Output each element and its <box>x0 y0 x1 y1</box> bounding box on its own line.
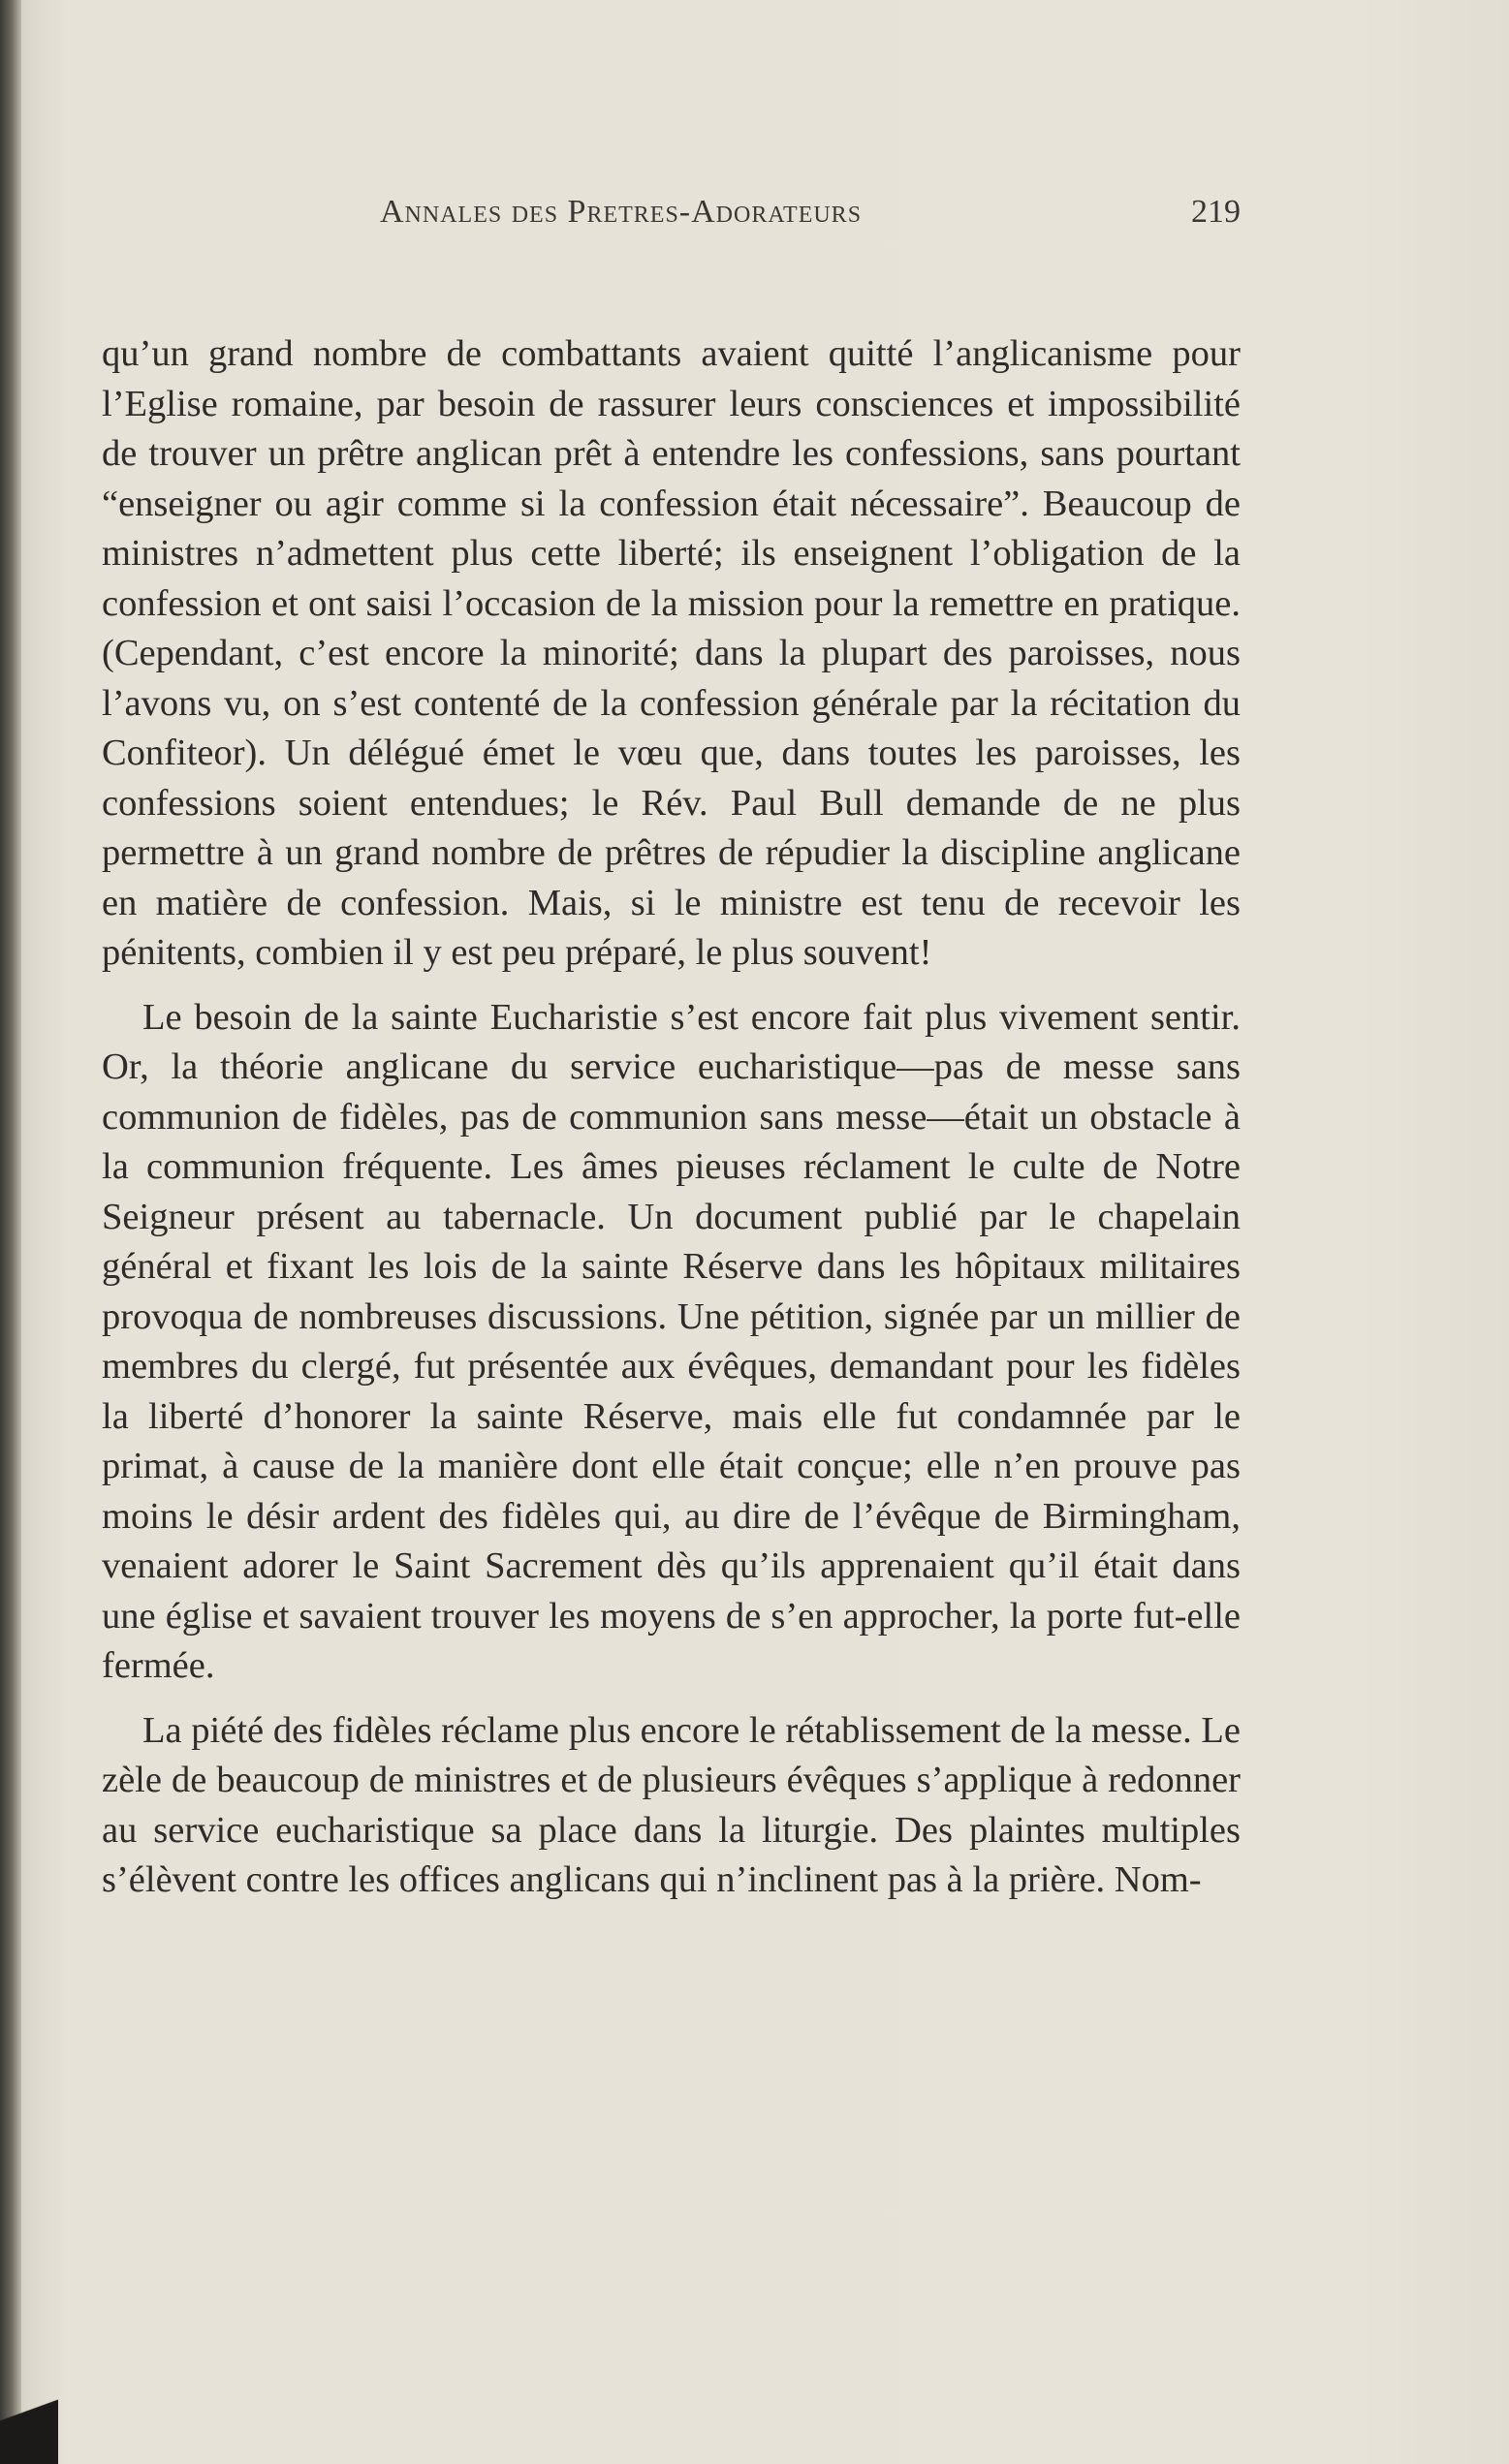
paragraph-confession: qu’un grand nombre de combattants avaient quitté l’anglicanisme pour l’Eglise romaine, par besoin de rassurer leurs consciences et impossibilité de trouver un prêtre anglican prêt à entendre les confessions, sans pourtant “enseigner ou agir comme si la confession était nécessaire”. Beaucoup de ministres n’admettent plus cette liberté; ils enseignent l’obligation de la confession et ont saisi l’occasion de la mission pour la remettre en pratique. (Cependant, c’est encore la minorité; dans la plupart des paroisses, nous l’avons vu, on s’est contenté de la confession générale par la récitation du Confiteor). Un délégué émet le vœu que, dans toutes les paroisses, les confessions soient entendues; le Rév. Paul Bull demande de ne plus permettre à un grand nombre de prêtres de répudier la discipline anglicane en matière de confession. Mais, si le ministre est tenu de recevoir les pénitents, combien il y est peu préparé, le plus souvent! <box>102 333 1241 973</box>
running-title: Annales des Pretres-Adorateurs <box>380 194 863 230</box>
page-number: 219 <box>1191 194 1241 230</box>
book-binding-edge <box>0 0 21 2464</box>
paragraph-mass: La piété des fidèles réclame plus encore le rétablissement de la messe. Le zèle de beaucoup de ministres et de plusieurs évêques s’applique à redonner au service eucharistique sa place dans la liturgie. Des plaintes multiples s’élèvent contre les offices anglicans qui n’inclinent pas à la prière. Nom- <box>102 1709 1241 1900</box>
paragraph-eucharist: Le besoin de la sainte Eucharistie s’est encore fait plus vivement sentir. Or, la théorie anglicane du service eucharistique—pas de messe sans communion de fidèles, pas de communion sans messe—était un obstacle à la communion fréquente. Les âmes pieuses réclament le culte de Notre Seigneur présent au tabernacle. Un document publié par le chapelain général et fixant les lois de la sainte Réserve dans les hôpitaux militaires provoqua de nombreuses discussions. Une pétition, signée par un millier de membres du clergé, fut présentée aux évêques, demandant pour les fidèles la liberté d’honorer la sainte Réserve, mais elle fut condamnée par le primat, à cause de la manière dont elle était conçue; elle n’en prouve pas moins le désir ardent des fidèles qui, au dire de l’évêque de Birmingham, venaient adorer le Saint Sacrement dès qu’ils apprenaient qu’il était dans une église et savaient trouver les moyens de s’en approcher, la porte fut-elle fermée. <box>102 996 1241 1686</box>
page-corner-shadow <box>0 2377 58 2464</box>
running-header <box>102 194 1241 233</box>
body-text <box>102 329 1241 1906</box>
